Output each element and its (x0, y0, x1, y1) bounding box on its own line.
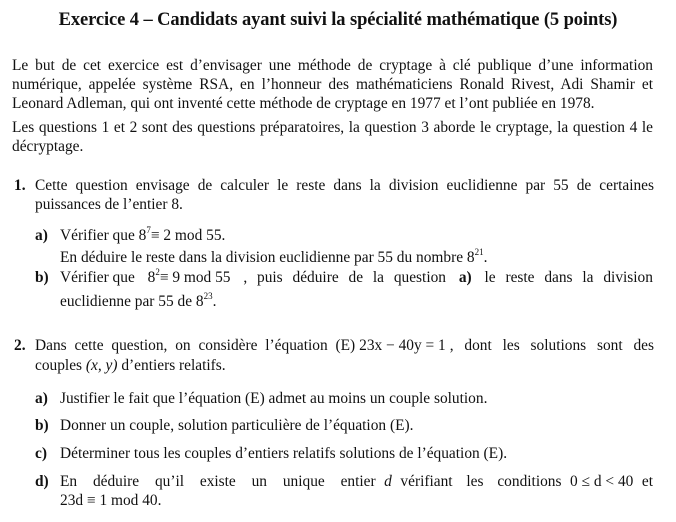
question-1b-line1-end: le reste dans la division (484, 269, 653, 286)
question-1a-prefix: Vérifier que (60, 227, 135, 244)
question-2-prefix: Dans cette question, on considère l’équation (E) (35, 337, 356, 354)
question-1a-line-2 (60, 248, 487, 267)
question-1b-line2-prefix: euclidienne par 55 de (60, 293, 193, 310)
question-2d-label: d) (35, 473, 49, 490)
question-2c-label: c) (35, 445, 47, 462)
question-2d-prefix: En déduire qu’il existe un unique entier (60, 473, 376, 490)
period: . (157, 492, 162, 509)
period: . (483, 249, 488, 266)
period: . (221, 227, 226, 244)
intro-paragraph-2: Les questions 1 et 2 sont des questions préparatoires, la question 3 aborde le cryptage, la question 4 le décryptage. (12, 119, 653, 155)
question-2-suffix: , dont les solutions sont des (449, 337, 654, 354)
question-2a-text: Justifier le fait que l’équation (E) admet au moins un couple solution. (60, 390, 488, 407)
math-power-8-2: $8^2\equiv 9$ mod 55 (147, 267, 231, 286)
question-1a-deduce: En déduire le reste dans la division euclidienne par 55 du nombre (60, 249, 464, 266)
question-1b-line-1 (60, 268, 653, 287)
question-2d-middle: vérifiant les conditions (400, 473, 562, 490)
question-2d-et: et (641, 473, 653, 490)
math-power-8-7: $8^7$ (138, 225, 151, 244)
question-1b-ref: a) (458, 269, 472, 286)
question-1-text: Cette question envisage de calculer le reste dans la division euclidienne par 55 de certaines puissances de l’entier 8. (35, 177, 654, 213)
question-2b-text: Donner un couple, solution particulière de l’équation (E). (60, 417, 414, 434)
math-couple-xy: (x, y) (85, 357, 118, 374)
question-2d-line-1 (60, 472, 653, 491)
math-congruence: ≡ 2 mod 55 (150, 227, 222, 244)
question-2d-line-2 (60, 491, 161, 510)
question-2-line-1 (35, 336, 654, 355)
question-1b-label: b) (35, 269, 49, 286)
question-2c-text: Déterminer tous les couples d’entiers relatifs solutions de l’équation (E). (60, 445, 508, 462)
question-1a-label: a) (35, 227, 48, 244)
math-power-8-23: $8^{23}$ (195, 291, 213, 310)
question-2-relatifs: d’entiers relatifs. (121, 357, 226, 374)
intro-paragraph-1: Le but de cet exercice est d’envisager une méthode de cryptage à clé publique d’une information numérique, appelée système RSA, en l’honneur des mathématiciens Ronald Rivest, Adi Shamir et Leonard Adleman, qui ont inventé cette méthode de cryptage en 1977 et l’ont publiée en 1978. (12, 57, 653, 112)
question-1b-middle: , puis déduire de la question (243, 269, 446, 286)
question-1a-line-1 (60, 226, 225, 245)
question-2b-label: b) (35, 417, 49, 434)
question-1b-prefix: Vérifier que (60, 269, 135, 286)
question-2-number: 2. (14, 337, 26, 354)
math-power-8-21: $8^{21}$ (466, 247, 484, 266)
question-2a-label: a) (35, 390, 48, 407)
math-condition: 0 ≤ d < 40 (570, 473, 634, 490)
question-1b-line-2 (60, 292, 216, 311)
question-2-line-2 (35, 356, 226, 375)
equation-E: 23x − 40y = 1 (359, 337, 446, 354)
question-1-number: 1. (14, 177, 26, 194)
math-congruence-23d: 23d ≡ 1 mod 40 (60, 492, 158, 509)
period: . (212, 293, 217, 310)
exercise-title: Exercice 4 – Candidats ayant suivi la spécialité mathématique (5 points) (58, 10, 618, 30)
question-2-couples: couples (35, 357, 83, 374)
math-var-d: d (384, 473, 392, 490)
